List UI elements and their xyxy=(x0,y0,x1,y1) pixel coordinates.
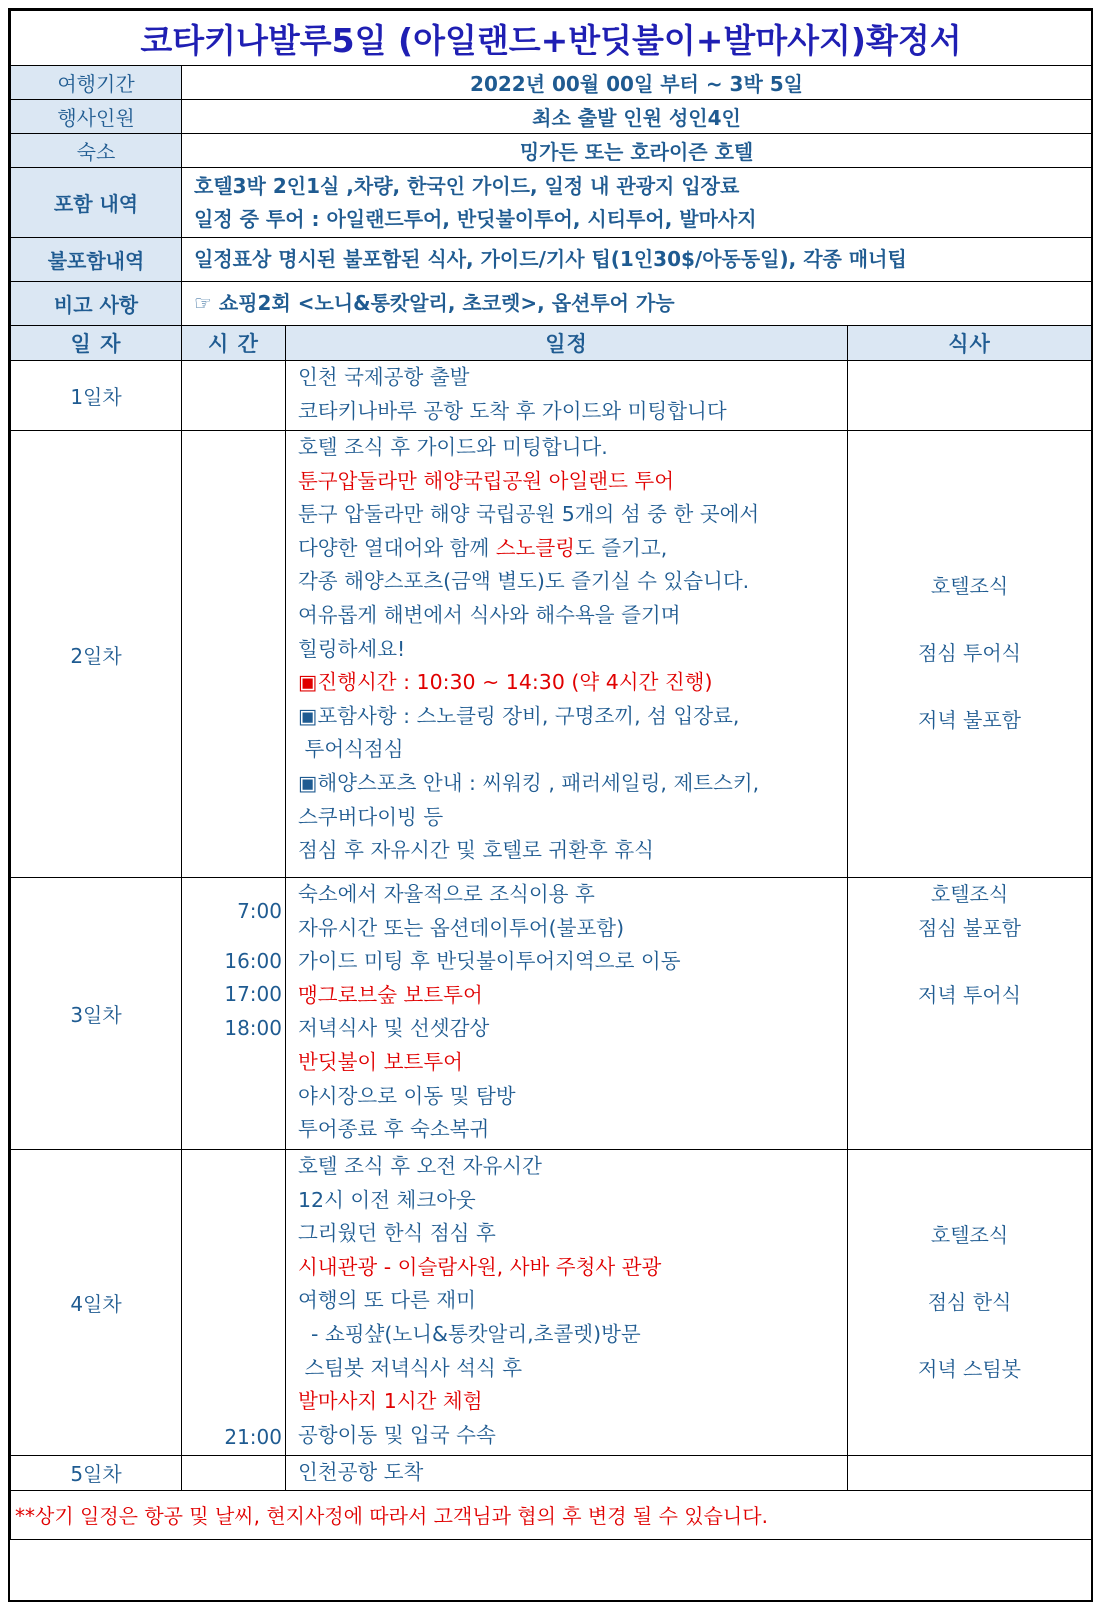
exclude-value: 일정표상 명시된 불포함된 식사, 가이드/기사 팁(1인30$/아동동일), 각종 매너팁 xyxy=(182,238,1092,282)
day-3-label: 3일차 xyxy=(11,878,182,1150)
schedule-line: - 쇼핑샾(노니&통캇알리,초콜렛)방문 xyxy=(298,1321,641,1346)
schedule-text: 도 즐기고, xyxy=(575,535,668,560)
schedule-line: 점심 후 자유시간 및 호텔로 귀환후 휴식 xyxy=(298,838,654,863)
day-3-schedule xyxy=(286,878,848,1150)
people-value: 최소 출발 인원 성인4인 xyxy=(182,100,1092,134)
snorkeling-highlight: 스노클링 xyxy=(495,535,575,560)
day-1-time xyxy=(182,361,286,431)
schedule-line: 투어식점심 xyxy=(298,737,404,762)
day-5-time xyxy=(182,1456,286,1491)
period-value: 2022년 00월 00일 부터 ~ 3박 5일 xyxy=(182,66,1092,100)
day-1-schedule xyxy=(286,361,848,431)
hotel-label: 숙소 xyxy=(11,134,182,168)
meal-breakfast: 호텔조식 xyxy=(930,1222,1009,1247)
day-3-meal xyxy=(848,878,1092,1150)
schedule-line-highlight: ▣진행시간 : 10:30 ~ 14:30 (약 4시간 진행) xyxy=(298,670,713,695)
schedule-line: 숙소에서 자율적으로 조식이용 후 xyxy=(298,882,595,906)
document-title: 코타키나발루5일 (아일랜드+반딧불이+발마사지)확정서 xyxy=(11,11,1092,66)
schedule-line: 12시 이전 체크아웃 xyxy=(298,1187,476,1212)
schedule-line-highlight: 반딧불이 보트투어 xyxy=(298,1049,463,1074)
day-2-label: 2일차 xyxy=(11,431,182,878)
schedule-line-highlight: 맹그로브숲 보트투어 xyxy=(298,982,483,1007)
schedule-line: 툰구 압둘라만 해양 국립공원 5개의 섬 중 한 곳에서 xyxy=(298,502,760,527)
time-entry: 17:00 xyxy=(224,982,282,1007)
header-schedule: 일정 xyxy=(286,326,848,361)
include-label: 포함 내역 xyxy=(11,168,182,238)
meal-dinner: 저녁 투어식 xyxy=(918,982,1021,1007)
period-label: 여행기간 xyxy=(11,66,182,100)
header-meal: 식사 xyxy=(848,326,1092,361)
schedule-line: 스팀봇 저녁식사 석식 후 xyxy=(298,1355,523,1380)
day-2-schedule xyxy=(286,431,848,878)
include-value xyxy=(182,168,1092,238)
schedule-line: 가이드 미팅 후 반딧불이투어지역으로 이동 xyxy=(298,949,681,974)
schedule-line: ▣해양스포츠 안내 : 씨워킹 , 패러세일링, 제트스키, xyxy=(298,770,760,795)
include-line-2: 일정 중 투어 : 아일랜드투어, 반딧불이투어, 시티투어, 발마사지 xyxy=(194,206,757,231)
exclude-label: 불포함내역 xyxy=(11,238,182,282)
time-entry: 7:00 xyxy=(237,899,282,923)
schedule-line: 각종 해양스포츠(금액 별도)도 즐기실 수 있습니다. xyxy=(298,569,750,594)
schedule-line-highlight: 툰구압둘라만 해양국립공원 아일랜드 투어 xyxy=(298,468,675,493)
time-entry: 21:00 xyxy=(224,1425,282,1450)
header-time: 시 간 xyxy=(182,326,286,361)
schedule-line: 여유롭게 해변에서 식사와 해수욕을 즐기며 xyxy=(298,602,681,627)
schedule-line: 공항이동 및 입국 수속 xyxy=(298,1422,496,1447)
schedule-line-highlight: 시내관광 - 이슬람사원, 사바 주청사 관광 xyxy=(298,1254,662,1279)
day-4-label: 4일차 xyxy=(11,1150,182,1456)
day-1-label: 1일차 xyxy=(11,361,182,431)
day-4-meal xyxy=(848,1150,1092,1456)
schedule-line: 호텔 조식 후 가이드와 미팅합니다. xyxy=(298,435,608,459)
schedule-line xyxy=(298,532,847,566)
day-2-time xyxy=(182,431,286,878)
day-4-time xyxy=(182,1150,286,1456)
schedule-line-highlight: 발마사지 1시간 체험 xyxy=(298,1389,483,1414)
schedule-line: 코타키나바루 공항 도착 후 가이드와 미팅합니다 xyxy=(298,398,727,423)
day-5-schedule xyxy=(286,1456,848,1491)
schedule-line: 여행의 또 다른 재미 xyxy=(298,1288,476,1313)
schedule-line: 호텔 조식 후 오전 자유시간 xyxy=(298,1154,542,1178)
day-5-label: 5일차 xyxy=(11,1456,182,1491)
schedule-line: 그리웠던 한식 점심 후 xyxy=(298,1221,496,1246)
day-3-time xyxy=(182,878,286,1150)
people-label: 행사인원 xyxy=(11,100,182,134)
schedule-line: 저녁식사 및 선셋감상 xyxy=(298,1016,490,1041)
meal-lunch: 점심 투어식 xyxy=(918,641,1021,666)
notes-value: ☞ 쇼핑2회 <노니&통캇알리, 초코렛>, 옵션투어 가능 xyxy=(182,282,1092,326)
schedule-line: 힐링하세요! xyxy=(298,636,406,661)
hotel-value: 밍가든 또는 호라이즌 호텔 xyxy=(182,134,1092,168)
day-5-meal xyxy=(848,1456,1092,1491)
time-entry: 18:00 xyxy=(224,1015,282,1040)
schedule-line: 인천공항 도착 xyxy=(298,1460,424,1484)
schedule-line: 투어종료 후 숙소복귀 xyxy=(298,1117,490,1142)
schedule-line: 인천 국제공항 출발 xyxy=(298,365,470,389)
schedule-line: ▣포함사항 : 스노클링 장비, 구명조끼, 섬 입장료, xyxy=(298,703,740,728)
itinerary-sheet xyxy=(8,8,1093,1602)
meal-lunch: 점심 불포함 xyxy=(918,915,1021,940)
meal-dinner: 저녁 불포함 xyxy=(918,708,1021,733)
meal-lunch: 점심 한식 xyxy=(927,1289,1012,1314)
time-entry: 16:00 xyxy=(224,948,282,973)
schedule-text: 다양한 열대어와 함께 xyxy=(298,535,496,560)
schedule-line: 야시장으로 이동 및 탐방 xyxy=(298,1083,516,1108)
day-2-meal xyxy=(848,431,1092,878)
schedule-line: 자유시간 또는 옵션데이투어(불포함) xyxy=(298,915,625,940)
itinerary-table xyxy=(10,10,1092,1540)
day-4-schedule xyxy=(286,1150,848,1456)
header-day: 일 자 xyxy=(11,326,182,361)
include-line-1: 호텔3박 2인1실 ,차량, 한국인 가이드, 일정 내 관광지 입장료 xyxy=(194,173,740,198)
meal-dinner: 저녁 스팀봇 xyxy=(918,1356,1021,1381)
footer-note: **상기 일정은 항공 및 날씨, 현지사정에 따라서 고객님과 협의 후 변경 될 수 있습니다. xyxy=(11,1490,1092,1539)
schedule-line: 스쿠버다이빙 등 xyxy=(298,804,444,829)
meal-breakfast: 호텔조식 xyxy=(930,882,1009,906)
meal-breakfast: 호텔조식 xyxy=(930,574,1009,599)
day-1-meal xyxy=(848,361,1092,431)
notes-label: 비고 사항 xyxy=(11,282,182,326)
